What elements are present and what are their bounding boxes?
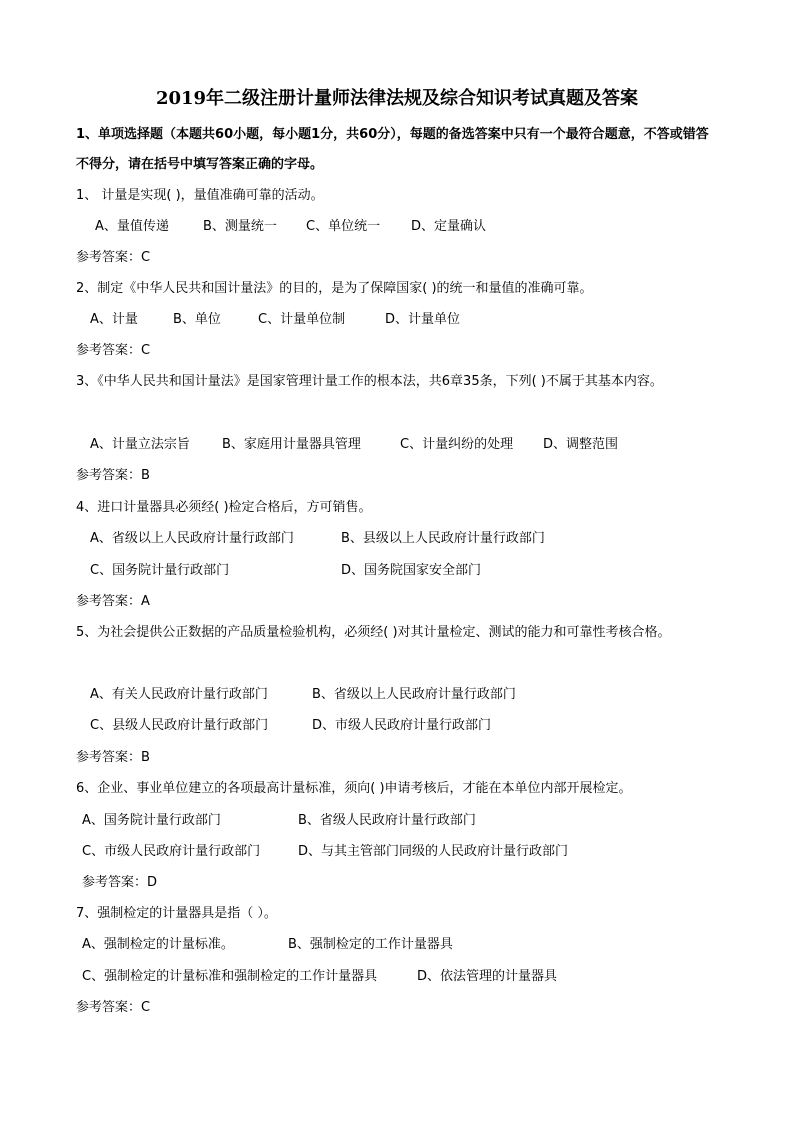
option-c: C、市级人民政府计量行政部门 xyxy=(82,844,261,859)
option-a: A、有关人民政府计量行政部门 xyxy=(90,687,268,702)
option-a: A、强制检定的计量标准。 xyxy=(82,937,234,952)
option-a: A、计量 xyxy=(90,312,138,327)
option-row xyxy=(0,716,794,736)
option-c: C、国务院计量行政部门 xyxy=(90,563,230,578)
option-row xyxy=(0,935,794,955)
option-c: C、计量单位制 xyxy=(258,312,346,327)
option-b: B、强制检定的工作计量器具 xyxy=(288,937,453,952)
option-a: A、国务院计量行政部门 xyxy=(82,813,221,828)
option-d: D、依法管理的计量器具 xyxy=(417,969,558,984)
option-row xyxy=(0,811,794,831)
answer: 参考答案：C xyxy=(76,343,151,358)
question-stem: 5、为社会提供公正数据的产品质量检验机构，必须经( )对其计量检定、测试的能力和可靠性考核合格。 xyxy=(76,625,671,640)
option-row xyxy=(0,310,794,330)
option-row xyxy=(0,842,794,862)
option-row xyxy=(0,435,794,455)
option-row xyxy=(0,967,794,987)
question-stem: 6、企业、事业单位建立的各项最高计量标准，须向( )申请考核后，才能在本单位内部开展检定。 xyxy=(76,781,632,796)
question-stem: 7、强制检定的计量器具是指（ ）。 xyxy=(76,906,277,921)
option-row xyxy=(0,529,794,549)
answer: 参考答案：B xyxy=(76,468,150,483)
option-b: B、县级以上人民政府计量行政部门 xyxy=(341,531,545,546)
option-c: C、计量纠纷的处理 xyxy=(400,437,514,452)
option-a: A、计量立法宗旨 xyxy=(90,437,190,452)
question-stem: 2、制定《中华人民共和国计量法》的目的，是为了保障国家( )的统一和量值的准确可靠。 xyxy=(76,281,593,296)
option-row xyxy=(0,561,794,581)
option-d: D、计量单位 xyxy=(385,312,461,327)
option-b: B、测量统一 xyxy=(203,219,277,234)
option-c: C、县级人民政府计量行政部门 xyxy=(90,718,269,733)
question-stem: 3、《中华人民共和国计量法》是国家管理计量工作的根本法，共6章35条，下列( )不属于其基本内容。 xyxy=(76,374,663,389)
option-b: B、省级以上人民政府计量行政部门 xyxy=(312,687,516,702)
answer: 参考答案：B xyxy=(76,750,150,765)
answer: 参考答案：A xyxy=(76,594,150,609)
document-title: 2019年二级注册计量师法律法规及综合知识考试真题及答案 xyxy=(155,88,639,109)
answer: 参考答案：C xyxy=(76,250,151,265)
option-d: D、国务院国家安全部门 xyxy=(341,563,482,578)
section-heading: 1、单项选择题（本题共60小题，每小题1分，共60分），每题的备选答案中只有一个最符合题意，不答或错答不得分，请在括号中填写答案正确的字母。 xyxy=(76,127,709,172)
option-a: A、量值传递 xyxy=(95,219,169,234)
option-b: B、单位 xyxy=(173,312,221,327)
option-row xyxy=(0,217,794,237)
option-row xyxy=(0,685,794,705)
option-d: D、调整范围 xyxy=(543,437,619,452)
option-a: A、省级以上人民政府计量行政部门 xyxy=(90,531,294,546)
option-b: B、家庭用计量器具管理 xyxy=(222,437,361,452)
question-stem: 1、 计量是实现( )，量值准确可靠的活动。 xyxy=(76,188,324,203)
option-d: D、与其主管部门同级的人民政府计量行政部门 xyxy=(298,844,569,859)
answer: 参考答案：C xyxy=(76,1000,151,1015)
question-stem: 4、进口计量器具必须经( )检定合格后，方可销售。 xyxy=(76,500,372,515)
option-d: D、定量确认 xyxy=(411,219,487,234)
answer: 参考答案：D xyxy=(82,875,158,890)
option-d: D、市级人民政府计量行政部门 xyxy=(312,718,492,733)
option-b: B、省级人民政府计量行政部门 xyxy=(298,813,476,828)
option-c: C、强制检定的计量标准和强制检定的工作计量器具 xyxy=(82,969,378,984)
option-c: C、单位统一 xyxy=(306,219,381,234)
